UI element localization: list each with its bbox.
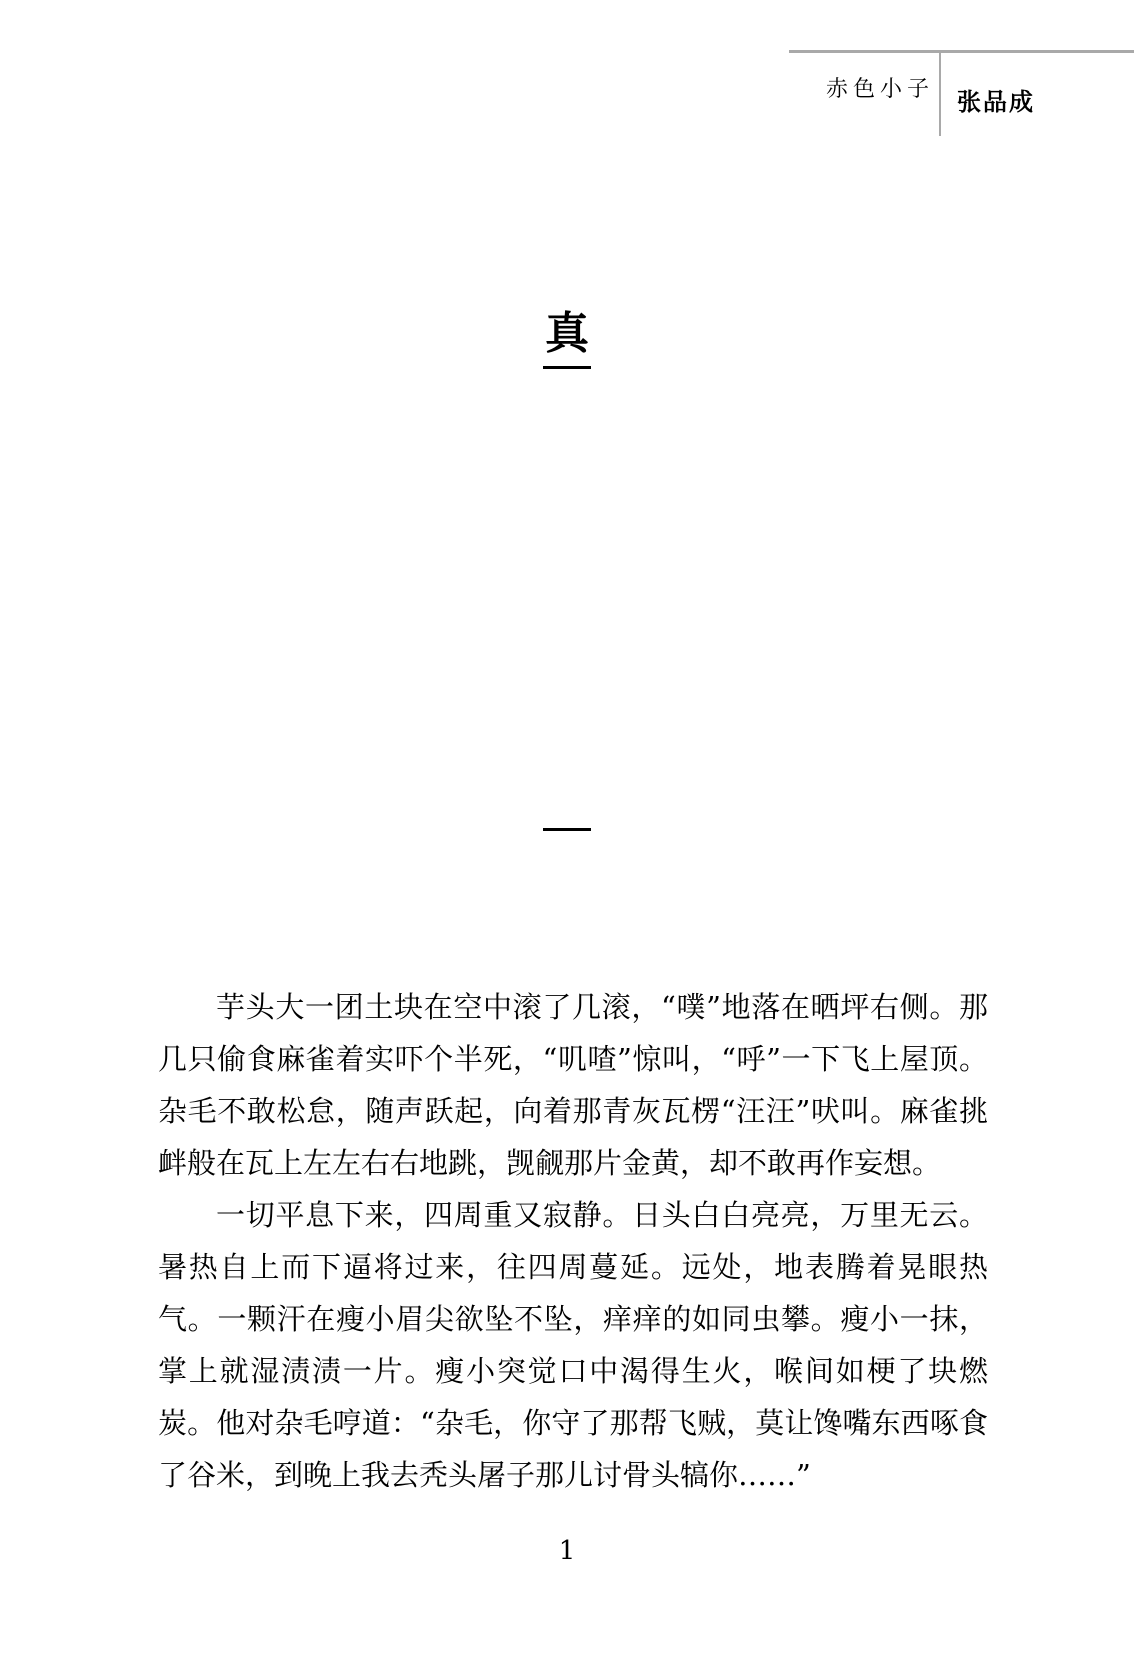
running-header-book-title: 赤色小子 xyxy=(826,77,935,102)
header-divider xyxy=(939,50,941,136)
body-text xyxy=(158,981,988,1501)
paragraph: 一切平息下来，四周重又寂静。日头白白亮亮，万里无云。暑热自上而下逼将过来，往四周蔓延。远处，地表腾着晃眼热气。一颗汗在瘦小眉尖欲坠不坠，痒痒的如同虫攀。瘦小一抹，掌上就湿渍渍一片。瘦小突觉口中渴得生火，喉间如梗了块燃炭。他对杂毛哼道：“杂毛，你守了那帮飞贼，莫让馋嘴东西啄食了谷米，到晚上我去秃头屠子那儿讨骨头犒你……” xyxy=(158,1198,988,1492)
header-rule xyxy=(789,50,1134,53)
section-number xyxy=(0,813,1134,832)
paragraph: 芋头大一团土块在空中滚了几滚，“噗”地落在晒坪右侧。那几只偷食麻雀着实吓个半死，“叽喳”惊叫，“呼”一下飞上屋顶。杂毛不敢松怠，随声跃起，向着那青灰瓦楞“汪汪”吠叫。麻雀挑衅般在瓦上左左右右地跳，觊觎那片金黄，却不敢再作妄想。 xyxy=(158,990,988,1180)
page-number: 1 xyxy=(558,1536,576,1566)
chapter-title-text: 真 xyxy=(543,308,591,369)
chapter-title xyxy=(0,308,1134,369)
section-number-mark xyxy=(543,828,591,831)
running-header-author: 张品成 xyxy=(957,88,1035,116)
